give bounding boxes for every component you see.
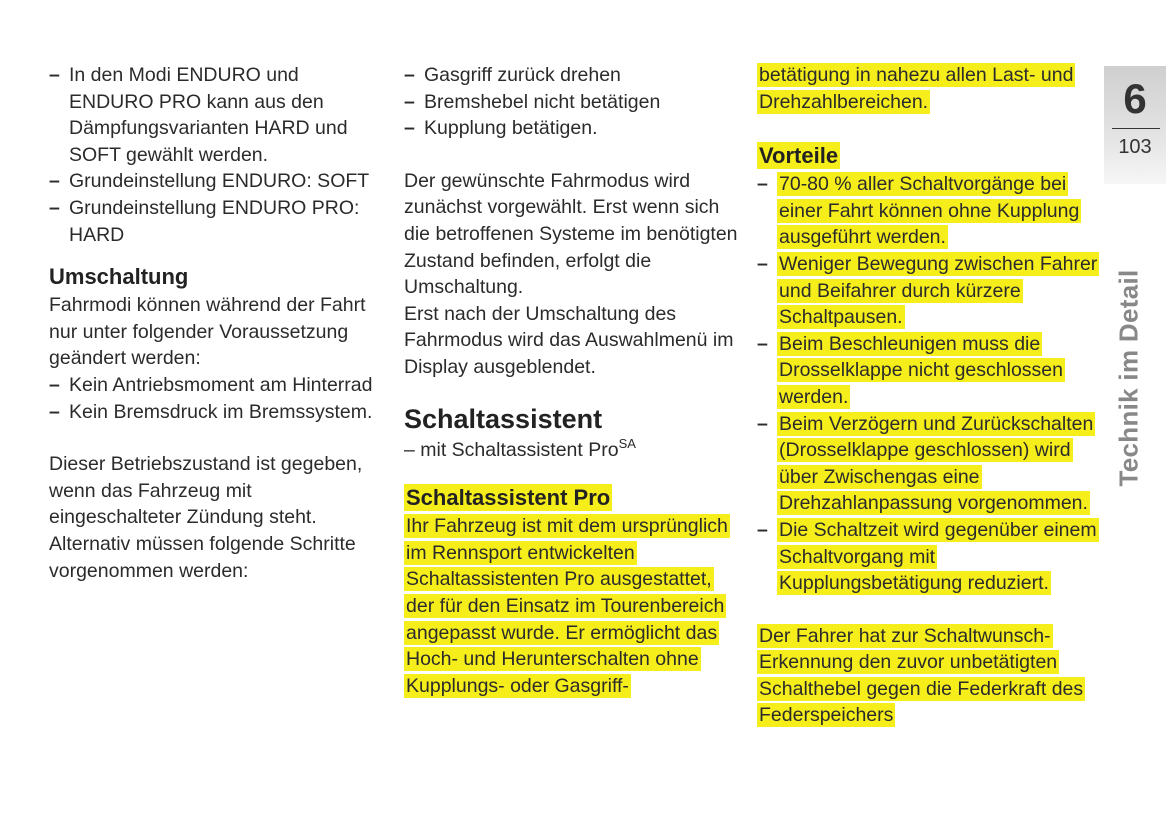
option-line: [404, 437, 739, 464]
tab-divider: [1112, 128, 1160, 129]
list-item-text: 70-80 % aller Schaltvorgänge bei einer Fahrt können ohne Kupplung ausgeführt werden.: [779, 173, 1080, 249]
column-2: [404, 62, 739, 699]
umschaltung-heading: Umschaltung: [49, 264, 189, 290]
chapter-number: 6: [1123, 75, 1147, 122]
auswahl-text: Erst nach der Umschaltung des Fahrmodus wird das Auswahlmenü im Display ausgeblendet.: [404, 302, 734, 378]
list-item: [757, 331, 1102, 411]
list-item: – Grundeinstellung ENDURO: SOFT: [49, 168, 384, 195]
list-item: – Kein Antriebsmoment am Hinterrad: [49, 372, 384, 399]
list-item: – Gasgriff zurück drehen: [404, 62, 739, 89]
list-item: [757, 251, 1102, 331]
chapter-side-title: Technik im Detail: [1113, 269, 1144, 487]
list-item: – Kupplung betätigen.: [404, 115, 739, 142]
pro-text: Ihr Fahrzeug ist mit dem ursprünglich im Rennsport entwickelten Schaltassistenten Pro ausgestattet, der für den Einsatz im Tourenbereich angepasst wurde. Er ermöglicht das Hoch- und Herunterschalten ohne Kupplungs- oder Gasgriff-: [406, 515, 728, 697]
list-item: [757, 171, 1102, 251]
list-item: [757, 411, 1102, 517]
list-item-text: Beim Beschleunigen muss die Drosselklappe nicht geschlossen werden.: [779, 332, 1063, 408]
pro-paragraph: [404, 513, 739, 699]
list-item: [757, 517, 1102, 597]
continuation-text: betätigung in nahezu allen Last- und Drehzahlbereichen.: [759, 64, 1074, 113]
schaltassistent-heading: Schaltassistent: [404, 403, 603, 434]
list-item: – Kein Bremsdruck im Bremssystem.: [49, 399, 384, 426]
list-item: – In den Modi ENDURO und ENDURO PRO kann aus den Dämpfungsvarianten HARD und SOFT gewählt werden.: [49, 62, 384, 168]
chapter-tab: [1104, 66, 1166, 184]
list-item-text: Die Schaltzeit wird gegenüber einem Schaltvorgang mit Kupplungsbetätigung reduziert.: [779, 518, 1097, 595]
fahrer-paragraph: [757, 623, 1102, 729]
fahrer-text: Der Fahrer hat zur Schaltwunsch-Erkennung den zuvor unbetätigten Schalthebel gegen die Federkraft des Federspeichers: [759, 624, 1084, 727]
column-1: [49, 62, 384, 584]
betriebszustand-text: Dieser Betriebszustand ist gegeben, wenn das Fahrzeug mit eingeschalteter Zündung steht. Alternativ müssen folgende Schritte vorgenommen werden:: [49, 453, 363, 582]
umschaltung-text: Fahrmodi können während der Fahrt nur unter folgender Voraussetzung geändert werden:: [49, 294, 366, 370]
list-item: – Grundeinstellung ENDURO PRO: HARD: [49, 195, 384, 248]
continuation-paragraph: [757, 62, 1102, 115]
steps-list: [404, 62, 739, 142]
column-3: [757, 62, 1102, 729]
page-number: 103: [1118, 136, 1152, 158]
pro-heading: [404, 483, 739, 513]
list-item-text: Beim Verzögern und Zurückschalten (Drosselklappe geschlossen) wird über Zwischengas eine Drehzahlanpassung vorgenommen.: [779, 412, 1094, 515]
option-superscript: SA: [618, 435, 636, 451]
option-text: – mit Schaltassistent Pro: [404, 438, 619, 461]
list-item-text: Weniger Bewegung zwischen Fahrer und Beifahrer durch kürzere Schaltpausen.: [779, 252, 1098, 329]
vorteile-list: [757, 171, 1102, 597]
dampfung-list: [49, 62, 384, 248]
list-item: – Bremshebel nicht betätigen: [404, 89, 739, 116]
conditions-list: [49, 372, 384, 425]
fahrmodus-text: Der gewünschte Fahrmodus wird zunächst vorgewählt. Erst wenn sich die betroffenen Systeme im benötigten Zustand befinden, erfolgt die Umschaltung.: [404, 169, 738, 299]
vorteile-heading: [757, 141, 1102, 171]
vorteile-heading-text: Vorteile: [759, 143, 839, 169]
pro-heading-text: Schaltassistent Pro: [406, 485, 611, 511]
